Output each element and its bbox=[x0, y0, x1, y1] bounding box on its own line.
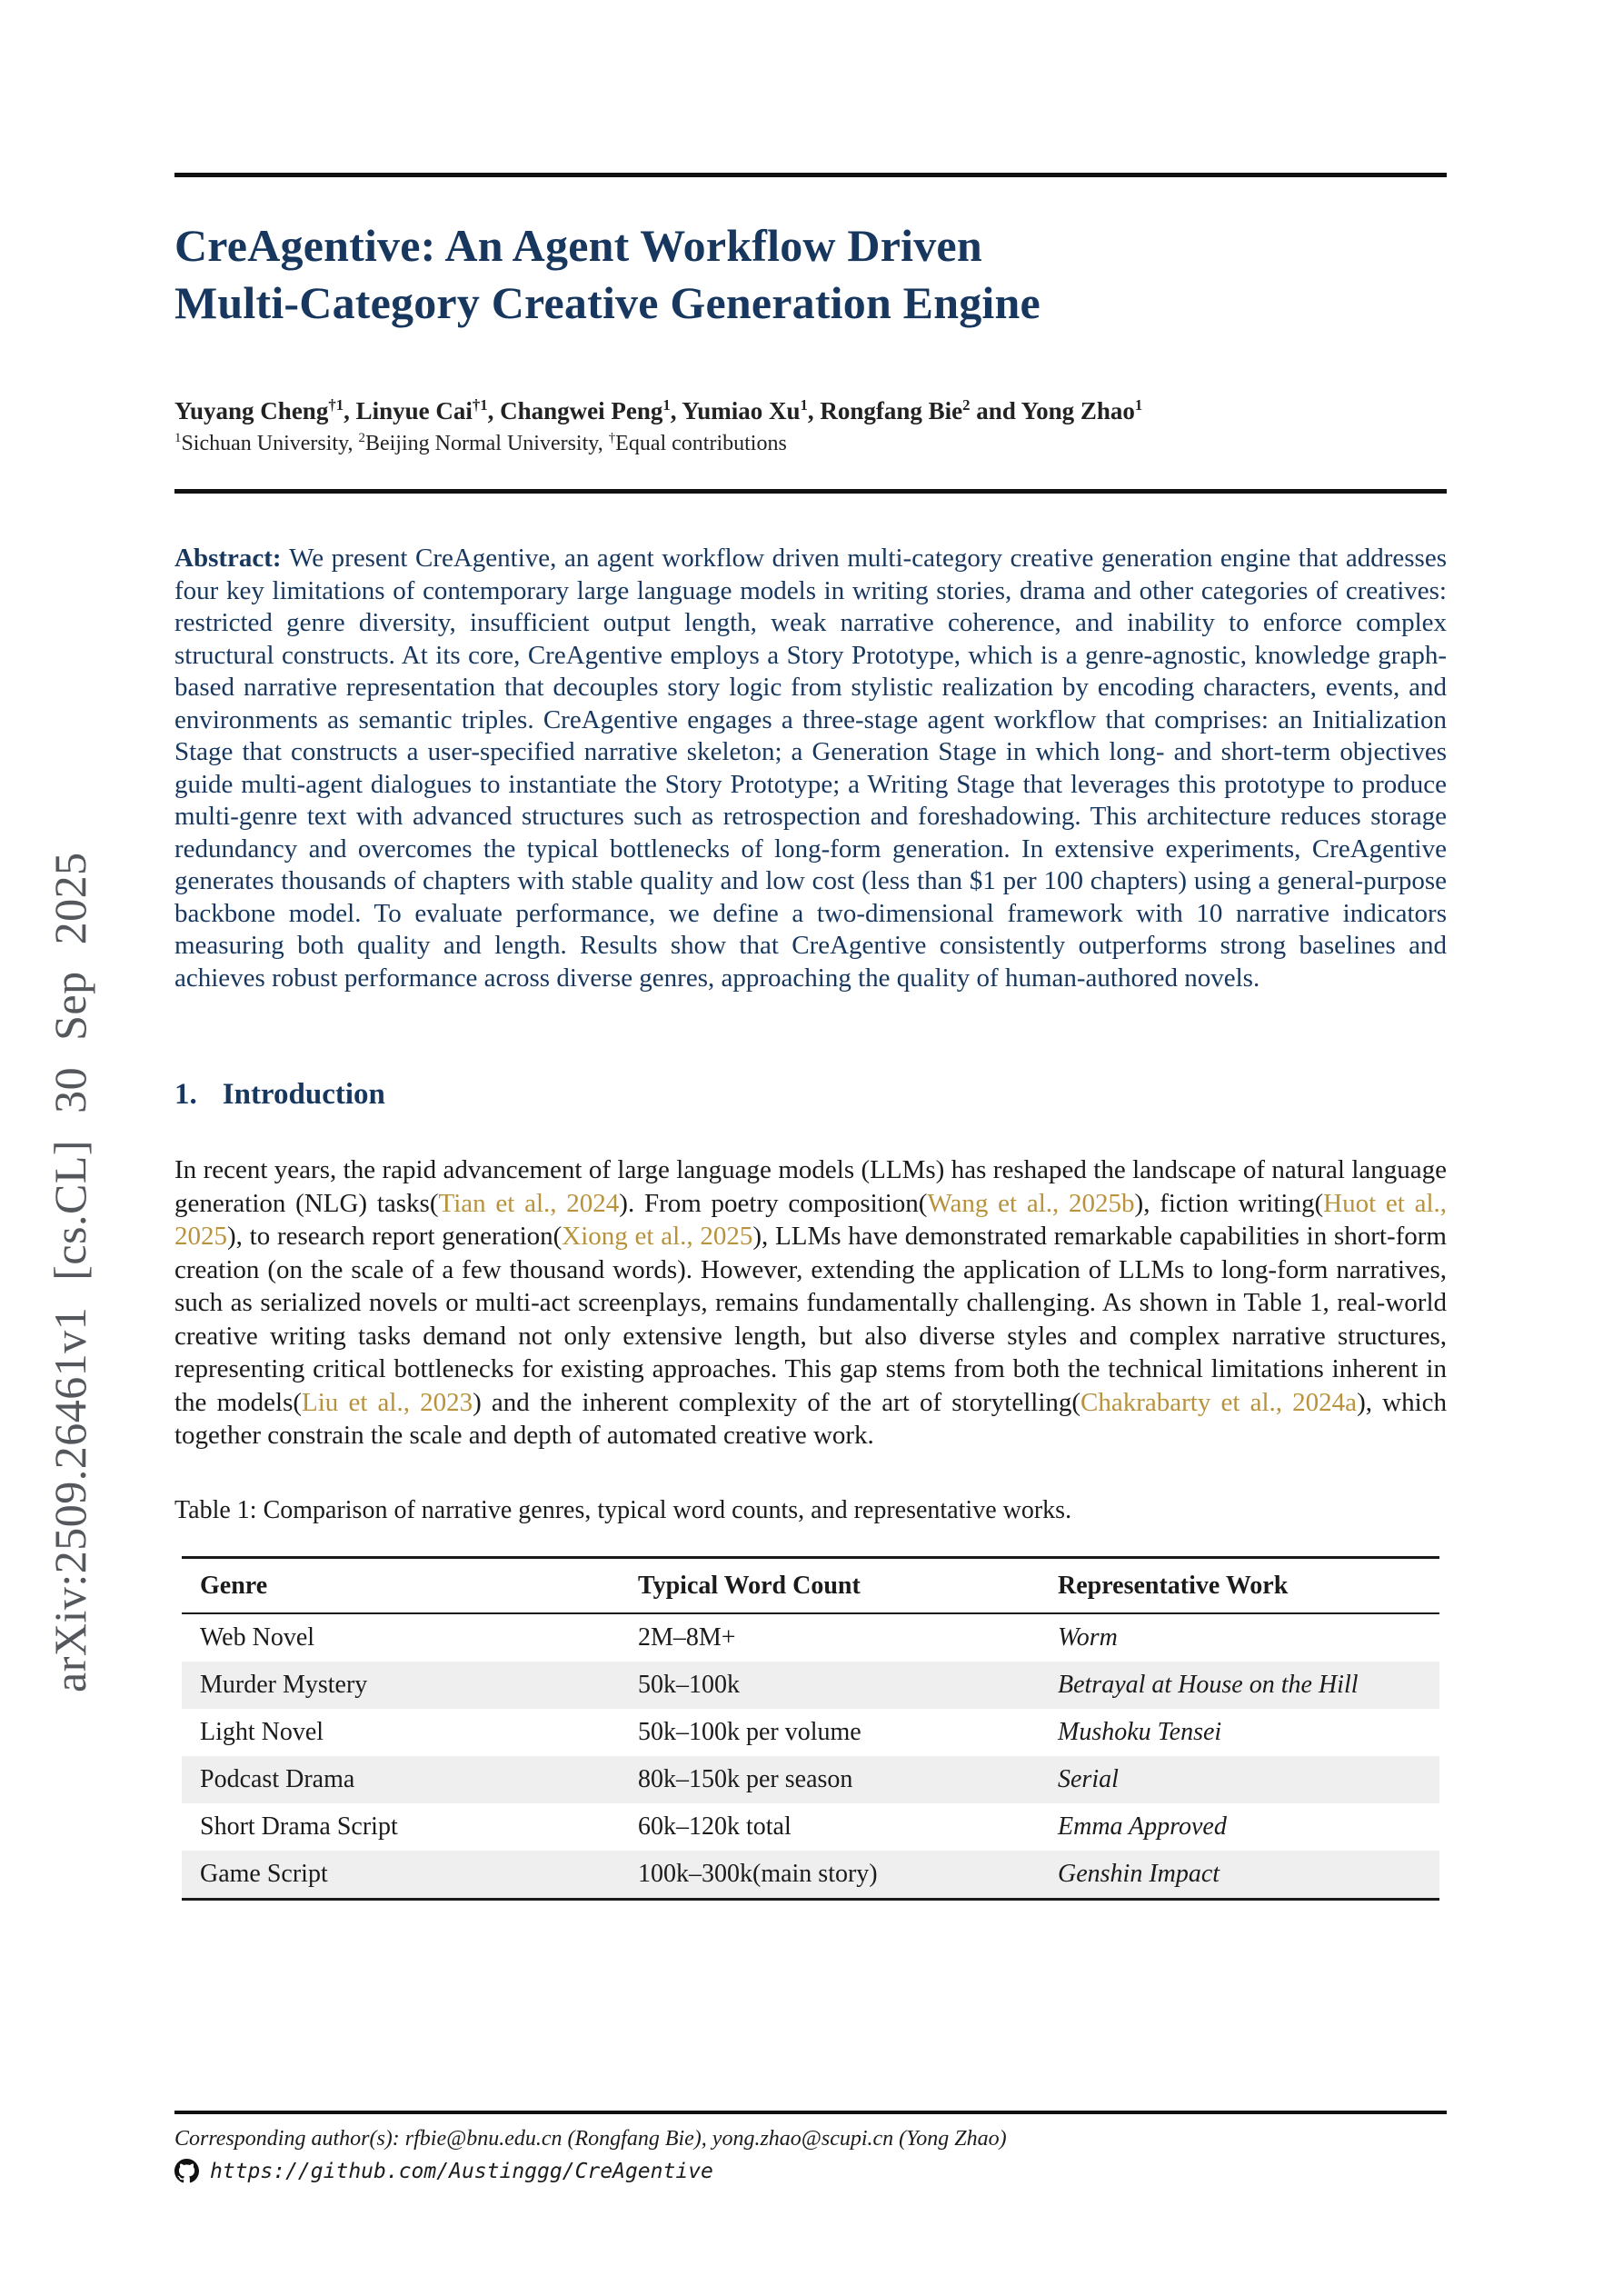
text-segment: 2 bbox=[358, 431, 365, 445]
section-number: 1. bbox=[174, 1078, 197, 1111]
paper-title bbox=[174, 217, 1447, 332]
text-segment: , bbox=[807, 397, 821, 424]
text-segment: ), which together constrain the scale and depth of automated creative work. bbox=[174, 1387, 1447, 1450]
page-footer bbox=[174, 2111, 1447, 2183]
section-title: Introduction bbox=[222, 1078, 385, 1111]
header-top-rule bbox=[174, 173, 1447, 177]
work-cell: Emma Approved bbox=[1058, 1812, 1227, 1841]
text-segment: ), LLMs have demonstrated remarkable capabilities in short-form creation (on the scale of a few thousand words). However, extending the application of LLMs to long-form narratives, such as serialized novels or multi-act screenplays, remains fundamentally challenging. As shown in Table 1, real-world creative writing tasks demand not only extensive length, but also diverse styles and complex narrative structures, representing critical bottlenecks for existing approaches. This gap stems from both the technical limitations inherent in the models( bbox=[174, 1222, 1447, 1417]
text-segment: ), fiction writing( bbox=[1134, 1188, 1324, 1218]
affiliation-line bbox=[174, 432, 1447, 456]
paper-content-column bbox=[174, 0, 1447, 1901]
work-cell: Mushoku Tensei bbox=[1058, 1717, 1222, 1746]
text-segment: Changwei Peng bbox=[500, 397, 663, 424]
text-segment: ), to research report generation( bbox=[227, 1222, 563, 1251]
introduction-paragraph bbox=[174, 1153, 1447, 1452]
table-row bbox=[182, 1756, 1439, 1803]
citation-link[interactable]: Tian et al., 2024 bbox=[438, 1188, 620, 1218]
word-count-cell: 80k–150k per season bbox=[638, 1764, 853, 1793]
genre-cell: Light Novel bbox=[200, 1717, 324, 1746]
header-bottom-rule bbox=[174, 489, 1447, 494]
text-segment: Beijing Normal University, bbox=[364, 432, 609, 455]
text-segment: Yong Zhao bbox=[1021, 397, 1135, 424]
table-header-row bbox=[182, 1557, 1439, 1613]
github-icon bbox=[174, 2159, 199, 2183]
text-segment: In recent years, the rapid advancement of large language models (LLMs) has reshaped the landscape of natural language generation (NLG) tasks( bbox=[174, 1155, 1447, 1218]
text-segment: 1 bbox=[1134, 396, 1143, 414]
work-cell: Worm bbox=[1058, 1622, 1118, 1652]
text-segment: , bbox=[344, 397, 356, 424]
genre-comparison-table bbox=[182, 1556, 1439, 1901]
citation-link[interactable]: Liu et al., 2023 bbox=[302, 1387, 473, 1417]
text-segment: †1 bbox=[472, 396, 488, 414]
table-row bbox=[182, 1662, 1439, 1709]
text-segment: , bbox=[670, 397, 682, 424]
table-header-representative-work: Representative Work bbox=[1040, 1557, 1439, 1613]
text-segment: 2 bbox=[962, 396, 971, 414]
word-count-cell: 2M–8M+ bbox=[638, 1622, 736, 1652]
table-row bbox=[182, 1709, 1439, 1756]
text-segment: , bbox=[487, 397, 501, 424]
github-url: https://github.com/Austinggg/CreAgentive bbox=[210, 2159, 713, 2183]
author-line bbox=[174, 397, 1447, 425]
genre-table-body bbox=[182, 1613, 1439, 1900]
text-segment: We present CreAgentive, an agent workflow driven multi-category creative generation engine that addresses four key limitations of contemporary large language models in writing stories, drama and other categories of creatives: restricted genre diversity, insufficient output length, weak narrative coherence, and inability to enforce complex structural constructs. At its core, CreAgentive employs a Story Prototype, which is a genre-agnostic, knowledge graph-based narrative representation that decouples story logic from stylistic realization by encoding characters, events, and environments as semantic triples. CreAgentive engages a three-stage agent workflow that comprises: an Initialization Stage that constructs a user-specified narrative skeleton; a Generation Stage in which long- and short-term objectives guide multi-agent dialogues to instantiate the Story Prototype; a Writing Stage that leverages this prototype to produce multi-genre text with advanced structures such as retrospection and foreshadowing. This architecture reduces storage redundancy and overcomes the typical bottlenecks of long-form generation. In extensive experiments, CreAgentive generates thousands of chapters with stable quality and low cost (less than $1 per 100 chapters) using a general-purpose backbone model. To evaluate performance, we define a two-dimensional framework with 10 narrative indicators measuring both quality and length. Results show that CreAgentive consistently outperforms strong baselines and achieves robust performance across diverse genres, approaching the quality of human-authored novels. bbox=[174, 544, 1447, 993]
work-cell: Serial bbox=[1058, 1764, 1119, 1793]
text-segment: Linyue Cai bbox=[355, 397, 473, 424]
text-segment: and bbox=[970, 397, 1021, 424]
genre-cell: Short Drama Script bbox=[200, 1812, 398, 1841]
text-segment: 1 bbox=[800, 396, 808, 414]
paper-title-line2: Multi-Category Creative Generation Engine bbox=[174, 277, 1041, 328]
github-link[interactable] bbox=[174, 2159, 1447, 2183]
text-segment: 1 bbox=[662, 396, 671, 414]
arxiv-watermark: arXiv:2509.26461v1 [cs.CL] 30 Sep 2025 bbox=[45, 852, 95, 1692]
text-segment: † bbox=[608, 431, 616, 445]
genre-cell: Web Novel bbox=[200, 1622, 315, 1652]
citation-link[interactable]: Xiong et al., 2025 bbox=[562, 1222, 753, 1251]
paper-title-line1: CreAgentive: An Agent Workflow Driven bbox=[174, 220, 982, 271]
word-count-cell: 60k–120k total bbox=[638, 1812, 792, 1841]
text-segment: ) and the inherent complexity of the art of storytelling( bbox=[473, 1387, 1081, 1417]
work-cell: Genshin Impact bbox=[1058, 1859, 1220, 1888]
genre-cell: Murder Mystery bbox=[200, 1670, 368, 1699]
citation-link[interactable]: Chakrabarty et al., 2024a bbox=[1080, 1387, 1358, 1417]
abstract-paragraph bbox=[174, 543, 1447, 994]
text-segment: Rongfang Bie bbox=[820, 397, 963, 424]
text-segment: Yumiao Xu bbox=[682, 397, 801, 424]
genre-cell: Podcast Drama bbox=[200, 1764, 355, 1793]
text-segment: Yuyang Cheng bbox=[174, 397, 329, 424]
text-segment: Sichuan University, bbox=[181, 432, 359, 455]
text-segment: ). From poetry composition( bbox=[619, 1188, 928, 1218]
table-row bbox=[182, 1851, 1439, 1900]
table-row bbox=[182, 1803, 1439, 1851]
word-count-cell: 50k–100k per volume bbox=[638, 1717, 861, 1746]
corresponding-authors-note: Corresponding author(s): rfbie@bnu.edu.cn (Rongfang Bie), yong.zhao@scupi.cn (Yong Zhao) bbox=[174, 2127, 1007, 2151]
text-segment: †1 bbox=[328, 396, 344, 414]
table-caption: Table 1: Comparison of narrative genres, typical word counts, and representative works. bbox=[174, 1495, 1072, 1524]
table-header-word-count: Typical Word Count bbox=[620, 1557, 1040, 1613]
citation-link[interactable]: Huot et al., 2025 bbox=[174, 1188, 1448, 1251]
citation-link[interactable]: Wang et al., 2025b bbox=[927, 1188, 1135, 1218]
word-count-cell: 100k–300k(main story) bbox=[638, 1859, 878, 1888]
table-header-genre: Genre bbox=[182, 1557, 620, 1613]
text-segment: 1 bbox=[174, 431, 182, 445]
genre-cell: Game Script bbox=[200, 1859, 328, 1888]
section-heading-introduction bbox=[174, 1078, 1447, 1112]
footer-rule bbox=[174, 2111, 1447, 2114]
text-segment: Equal contributions bbox=[615, 432, 787, 455]
table-row bbox=[182, 1613, 1439, 1662]
word-count-cell: 50k–100k bbox=[638, 1670, 740, 1699]
text-segment: Abstract: bbox=[174, 544, 290, 573]
work-cell: Betrayal at House on the Hill bbox=[1058, 1670, 1359, 1699]
